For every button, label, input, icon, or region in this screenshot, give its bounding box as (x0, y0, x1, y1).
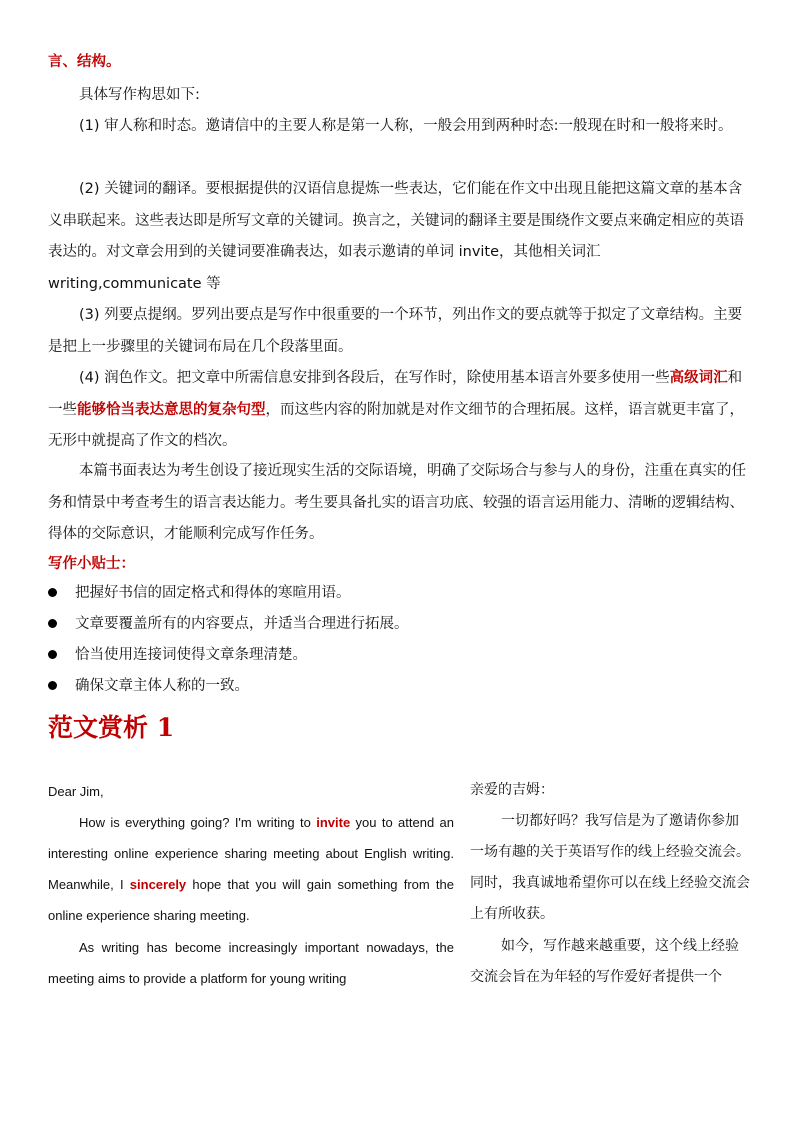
tip-item (48, 578, 351, 609)
bullet-icon (48, 588, 57, 597)
step-2: (2) 关键词的翻译。要根据提供的汉语信息提炼一些表达，它们能在作文中出现且能把这篇文章的基本含义串联起来。这些表达即是所写文章的关键词。换言之，关键词的翻译主要是围绕作文要点来确定相应的英语表达的。对文章会用到的关键词要准确表达，如表示邀请的单词 invite，其他相关词汇 writing,communicate 等 (48, 181, 744, 292)
section-title: 范文赏析 1 (48, 713, 175, 742)
bullet-icon (48, 650, 57, 659)
summary-paragraph: 本篇书面表达为考生创设了接近现实生活的交际语境，明确了交际场合与参与人的身份，注重在真实的任务和情景中考查考生的语言表达能力。考生要具备扎实的语言功底、较强的语言运用能力、清晰的逻辑结构、得体的交际意识，才能顺利完成写作任务。 (48, 463, 746, 542)
tips-heading: 写作小贴士： (48, 556, 135, 572)
step-4-text-a: (4) 润色作文。把文章中所需信息安排到各段后，在写作时，除使用基本语言外要多使用一些 (79, 370, 670, 386)
tip-text: 文章要覆盖所有的内容要点，并适当合理进行拓展。 (75, 616, 409, 632)
bullet-icon (48, 681, 57, 690)
tip-item (48, 671, 249, 702)
english-highlight-sincerely: sincerely (129, 877, 187, 892)
step-4-highlight-1: 高级词汇 (669, 370, 728, 386)
chinese-paragraph-2: 如今，写作越来越重要，这个线上经验交流会旨在为年轻的写作爱好者提供一个 (470, 938, 739, 985)
tip-text: 确保文章主体人称的一致。 (75, 678, 249, 694)
step-3: (3) 列要点提纲。罗列出要点是写作中很重要的一个环节，列出作文的要点就等于拟定了文章结构。主要是把上一步骤里的关键词布局在几个段落里面。 (48, 307, 743, 355)
english-p1-text-c: hope that you will gain something from the online experience sharing meeting. (48, 877, 455, 923)
english-p1-text-b: you to attend an interesting online experience sharing meeting about English writing. Meanwhile, I (48, 815, 455, 892)
english-p1-text-a: How is everything going? I'm writing to (79, 815, 317, 830)
step-4-text-c: ，而这些内容的附加就是对作文细节的合理拓展。这样，语言就更丰富了，无形中就提高了作文的档次。 (48, 401, 744, 449)
step-1: (1) 审人称和时态。邀请信中的主要人称是第一人称，一般会用到两种时态:一般现在时和一般将来时。 (79, 118, 733, 134)
english-paragraph-2: As writing has become increasingly important nowadays, the meeting aims to provide a platform for young writing (48, 940, 454, 986)
english-greeting: Dear Jim, (48, 784, 104, 799)
english-highlight-invite: invite (316, 815, 351, 830)
step-4-highlight-2: 能够恰当表达意思的复杂句型 (77, 401, 266, 418)
bullet-icon (48, 619, 57, 628)
chinese-greeting: 亲爱的吉姆： (470, 782, 554, 798)
step-4-text-b: 和一些 (48, 370, 743, 418)
chinese-paragraph-1: 一切都好吗？我写信是为了邀请你参加一场有趣的关于英语写作的线上经验交流会。同时，我真诚地希望你可以在线上经验交流会上有所收获。 (470, 813, 750, 922)
english-paragraph-1 (48, 807, 454, 931)
tip-item (48, 640, 307, 671)
tip-text: 恰当使用连接词使得文章条理清楚。 (75, 647, 307, 663)
tip-item (48, 609, 409, 640)
top-heading: 言、结构。 (48, 54, 121, 70)
tip-text: 把握好书信的固定格式和得体的寒暄用语。 (75, 585, 351, 601)
step-4 (48, 363, 746, 458)
intro-line: 具体写作构思如下: (79, 87, 200, 103)
